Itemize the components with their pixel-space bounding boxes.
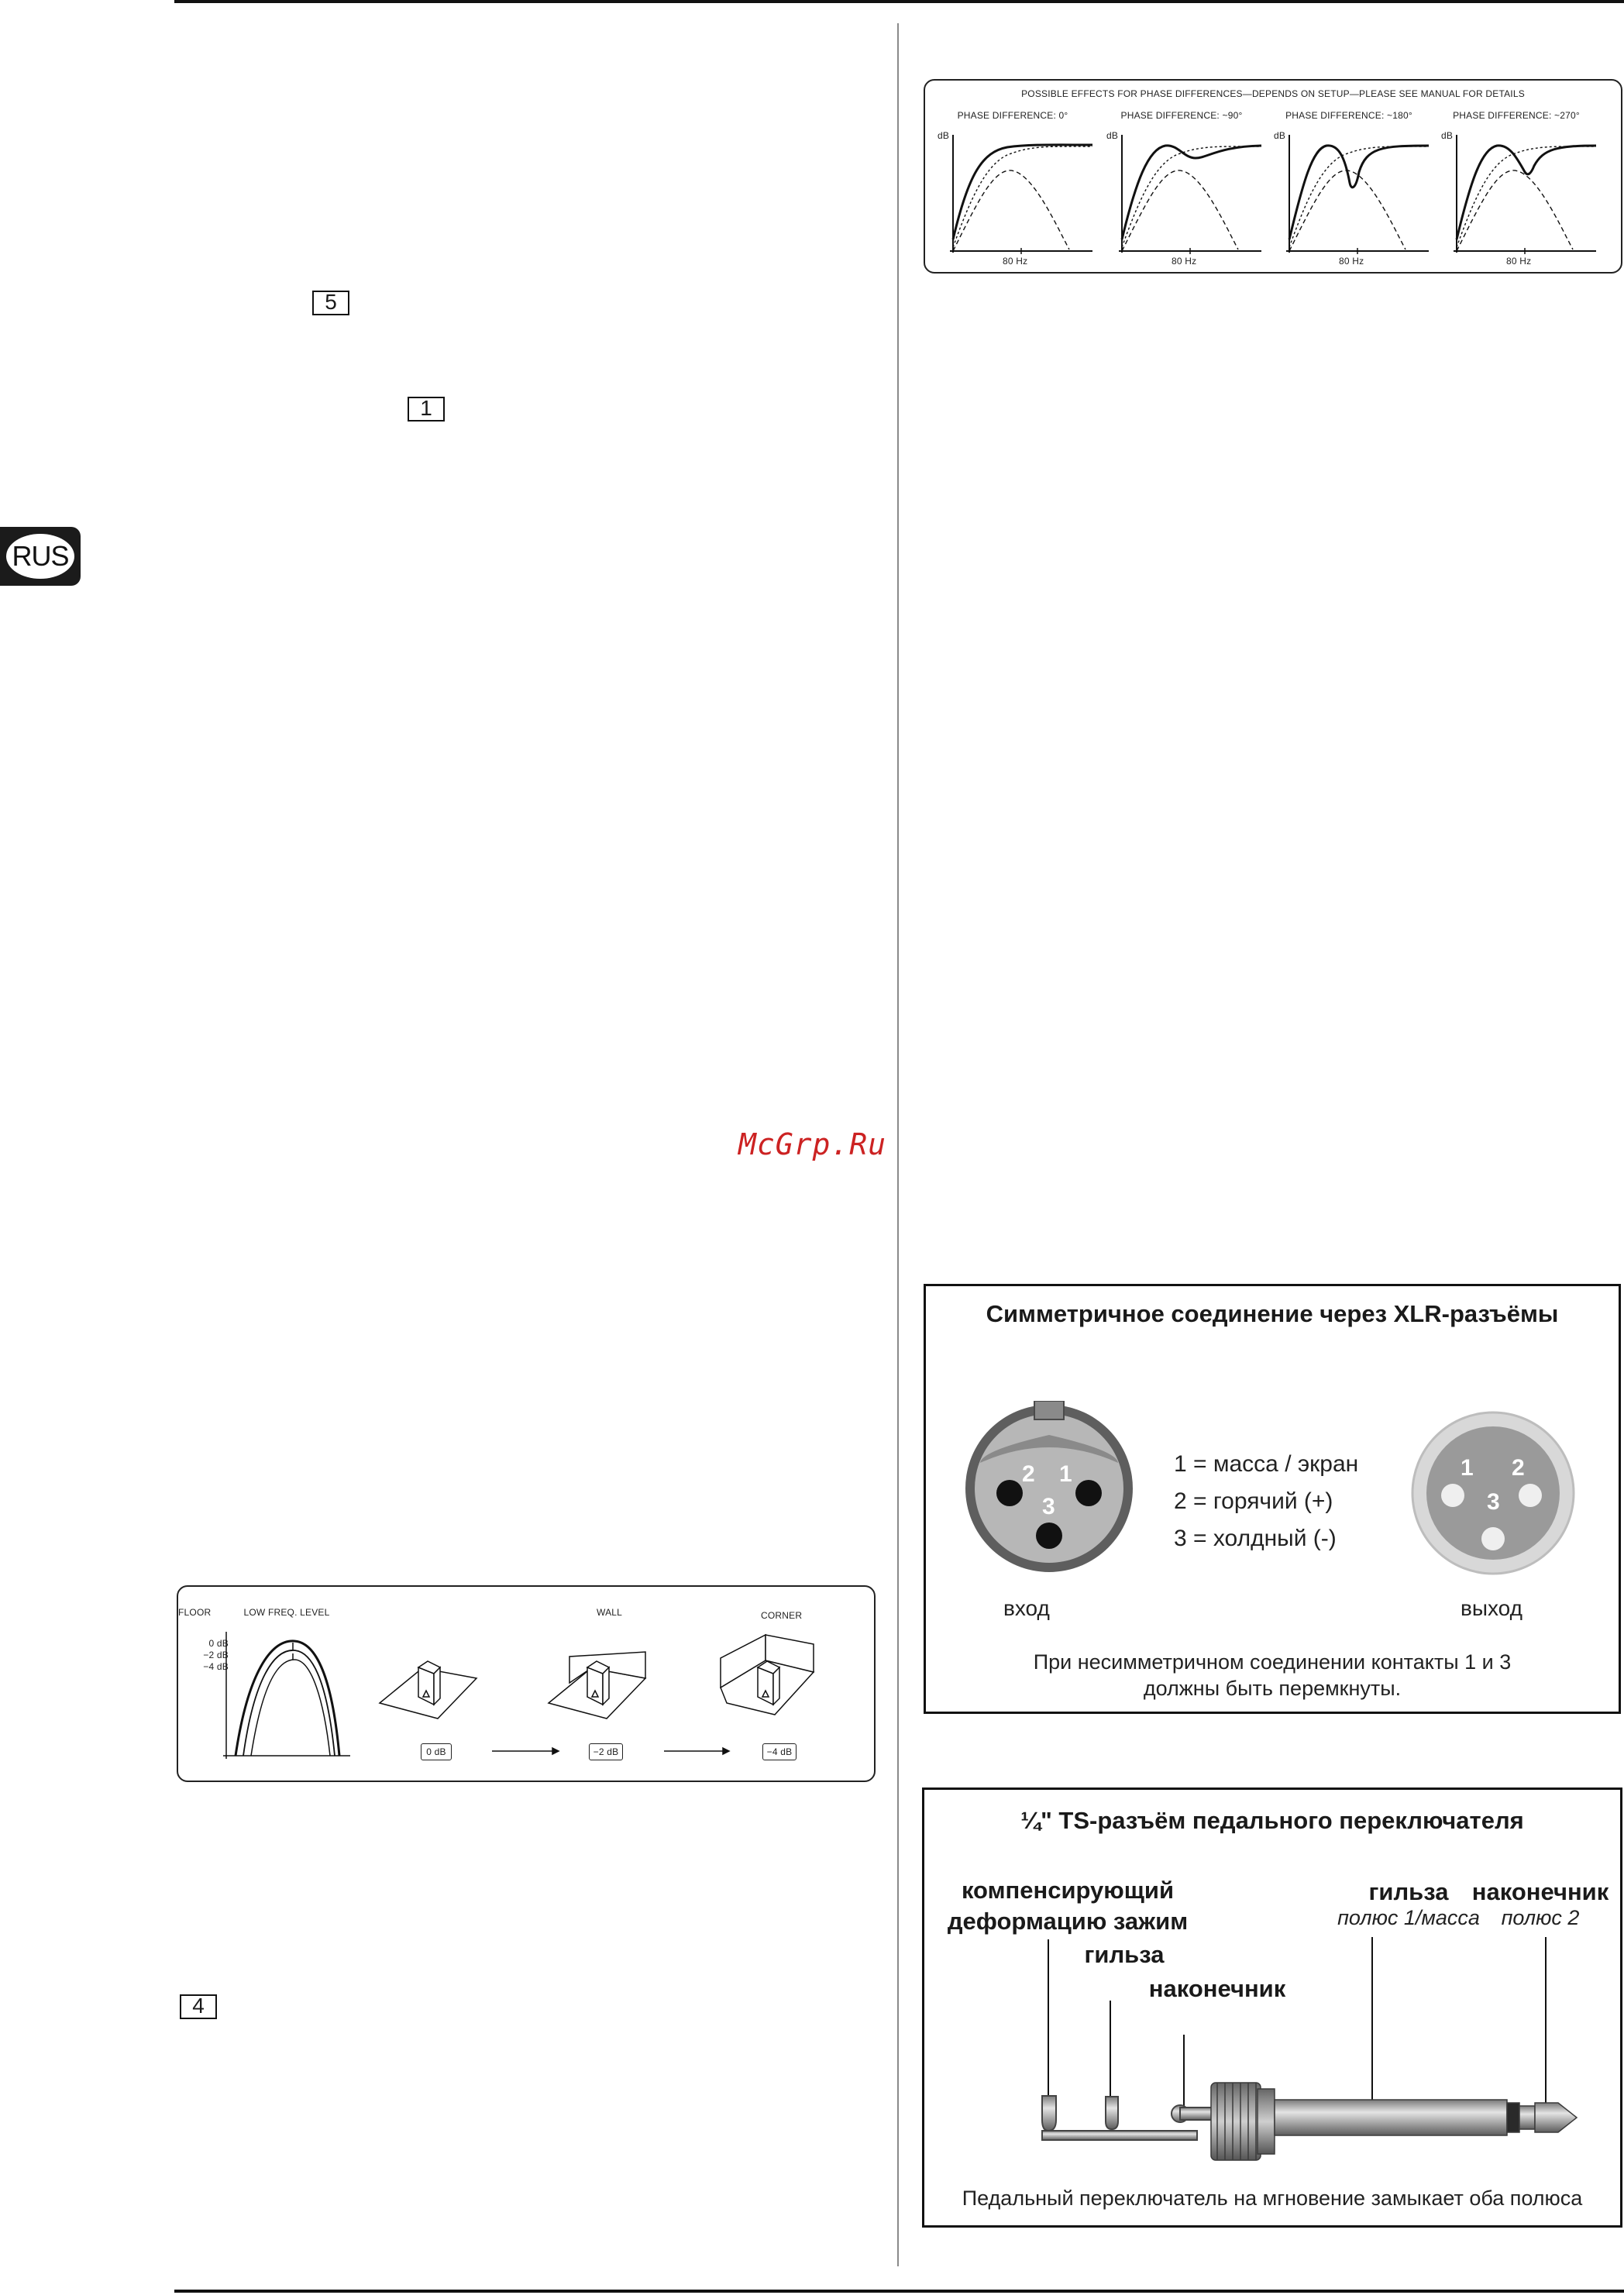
bottom-rule bbox=[174, 2290, 1624, 2293]
floor-drawing bbox=[380, 1661, 477, 1719]
ts-box-title: ¼" TS-разъём педального переключателя bbox=[1020, 1807, 1524, 1834]
xlr-note-line-2: должны быть перемкнуты. bbox=[1143, 1677, 1402, 1700]
ts-footer: Педальный переключатель на мгновение замыкает оба полюса bbox=[962, 2187, 1583, 2210]
xlr-pin-3-desc: 3 = холдный (-) bbox=[1174, 1526, 1337, 1551]
xlr-female-input bbox=[962, 1401, 1137, 1576]
xlr-in-pin-2: 2 bbox=[1022, 1461, 1035, 1487]
phase-axis-label: dB bbox=[938, 130, 950, 141]
phase-curve-180deg bbox=[1286, 135, 1429, 254]
phase-curve-90deg bbox=[1119, 135, 1261, 254]
low-freq-level-title: LOW FREQ. LEVEL bbox=[243, 1607, 330, 1618]
xlr-pin-legend bbox=[1174, 1446, 1358, 1557]
ts-jack-box bbox=[922, 1787, 1622, 2228]
phase-curve-0deg bbox=[950, 135, 1092, 254]
phase-panel-title: PHASE DIFFERENCE: 0° bbox=[957, 110, 1068, 121]
floor-gain: 0 dB bbox=[421, 1743, 452, 1760]
inner-sleeve-label: гильза bbox=[1084, 1941, 1165, 1968]
xlr-pin-2-desc: 2 = горячий (+) bbox=[1174, 1488, 1333, 1514]
xlr-output-label: выход bbox=[1461, 1596, 1522, 1620]
xlr-out-pin-1: 1 bbox=[1461, 1455, 1474, 1481]
top-rule bbox=[174, 0, 1624, 3]
phase-freq-label: 80 Hz bbox=[1172, 256, 1197, 267]
corner-title: CORNER bbox=[761, 1610, 803, 1621]
phase-axis-label: dB bbox=[1441, 130, 1454, 141]
level-curves bbox=[223, 1632, 350, 1759]
level-label-0db: 0 dB bbox=[208, 1638, 229, 1649]
watermark: McGrp.Ru bbox=[738, 1127, 887, 1161]
placement-drawings bbox=[178, 1587, 874, 1781]
section-ref-5: 5 bbox=[312, 291, 349, 315]
phase-figure bbox=[924, 79, 1622, 274]
outer-sleeve-label: гильза bbox=[1368, 1878, 1449, 1905]
phase-panel-title: PHASE DIFFERENCE: ~180° bbox=[1285, 110, 1412, 121]
ts-jack-drawing bbox=[924, 1790, 1620, 2225]
column-divider bbox=[897, 23, 899, 2266]
phase-freq-label: 80 Hz bbox=[1003, 256, 1028, 267]
phase-curves bbox=[925, 81, 1621, 272]
phase-panel-title: PHASE DIFFERENCE: ~90° bbox=[1120, 110, 1243, 121]
phase-freq-label: 80 Hz bbox=[1339, 256, 1364, 267]
outer-tip-sub: полюс 2 bbox=[1501, 1906, 1580, 1929]
phase-panel-title: PHASE DIFFERENCE: ~270° bbox=[1453, 110, 1580, 121]
xlr-input-label: вход bbox=[1003, 1596, 1050, 1620]
outer-sleeve-sub: полюс 1/масса bbox=[1337, 1906, 1480, 1929]
section-ref-1: 1 bbox=[408, 397, 445, 421]
xlr-out-pin-3: 3 bbox=[1487, 1489, 1500, 1515]
phase-curve-270deg bbox=[1454, 135, 1596, 254]
xlr-in-pin-1: 1 bbox=[1059, 1461, 1072, 1487]
wall-gain: −2 dB bbox=[589, 1743, 623, 1760]
corner-drawing bbox=[721, 1635, 814, 1715]
phase-axis-label: dB bbox=[1106, 130, 1119, 141]
placement-figure bbox=[177, 1585, 876, 1782]
xlr-out-pin-2: 2 bbox=[1512, 1455, 1525, 1481]
phase-figure-heading: POSSIBLE EFFECTS FOR PHASE DIFFERENCES—DEPENDS ON SETUP—PLEASE SEE MANUAL FOR DETAILS bbox=[1021, 88, 1525, 99]
phase-axis-label: dB bbox=[1274, 130, 1286, 141]
inner-tip-label: наконечник bbox=[1148, 1975, 1286, 2002]
wall-title: WALL bbox=[597, 1607, 623, 1618]
phase-freq-label: 80 Hz bbox=[1506, 256, 1532, 267]
xlr-in-pin-3: 3 bbox=[1042, 1494, 1055, 1519]
xlr-connection-box bbox=[924, 1284, 1621, 1714]
xlr-note bbox=[926, 1649, 1619, 1701]
outer-tip-label: наконечник bbox=[1471, 1878, 1609, 1905]
level-label-4db: −4 dB bbox=[203, 1661, 229, 1672]
strain-relief-line-2: деформацию зажим bbox=[947, 1908, 1189, 1935]
floor-title: FLOOR bbox=[178, 1607, 212, 1618]
xlr-box-title: Симметричное соединение через XLR-разъёмы bbox=[986, 1300, 1559, 1327]
level-label-2db: −2 dB bbox=[203, 1650, 229, 1660]
wall-drawing bbox=[549, 1652, 645, 1719]
strain-relief-line-1: компенсирующий bbox=[961, 1877, 1175, 1904]
xlr-note-line-1: При несимметричном соединении контакты 1 и 3 bbox=[1033, 1650, 1512, 1674]
language-tab-label: RUS bbox=[6, 534, 74, 579]
corner-gain: −4 dB bbox=[762, 1743, 797, 1760]
section-ref-4: 4 bbox=[180, 1994, 217, 2019]
xlr-pin-1-desc: 1 = масса / экран bbox=[1174, 1451, 1359, 1477]
